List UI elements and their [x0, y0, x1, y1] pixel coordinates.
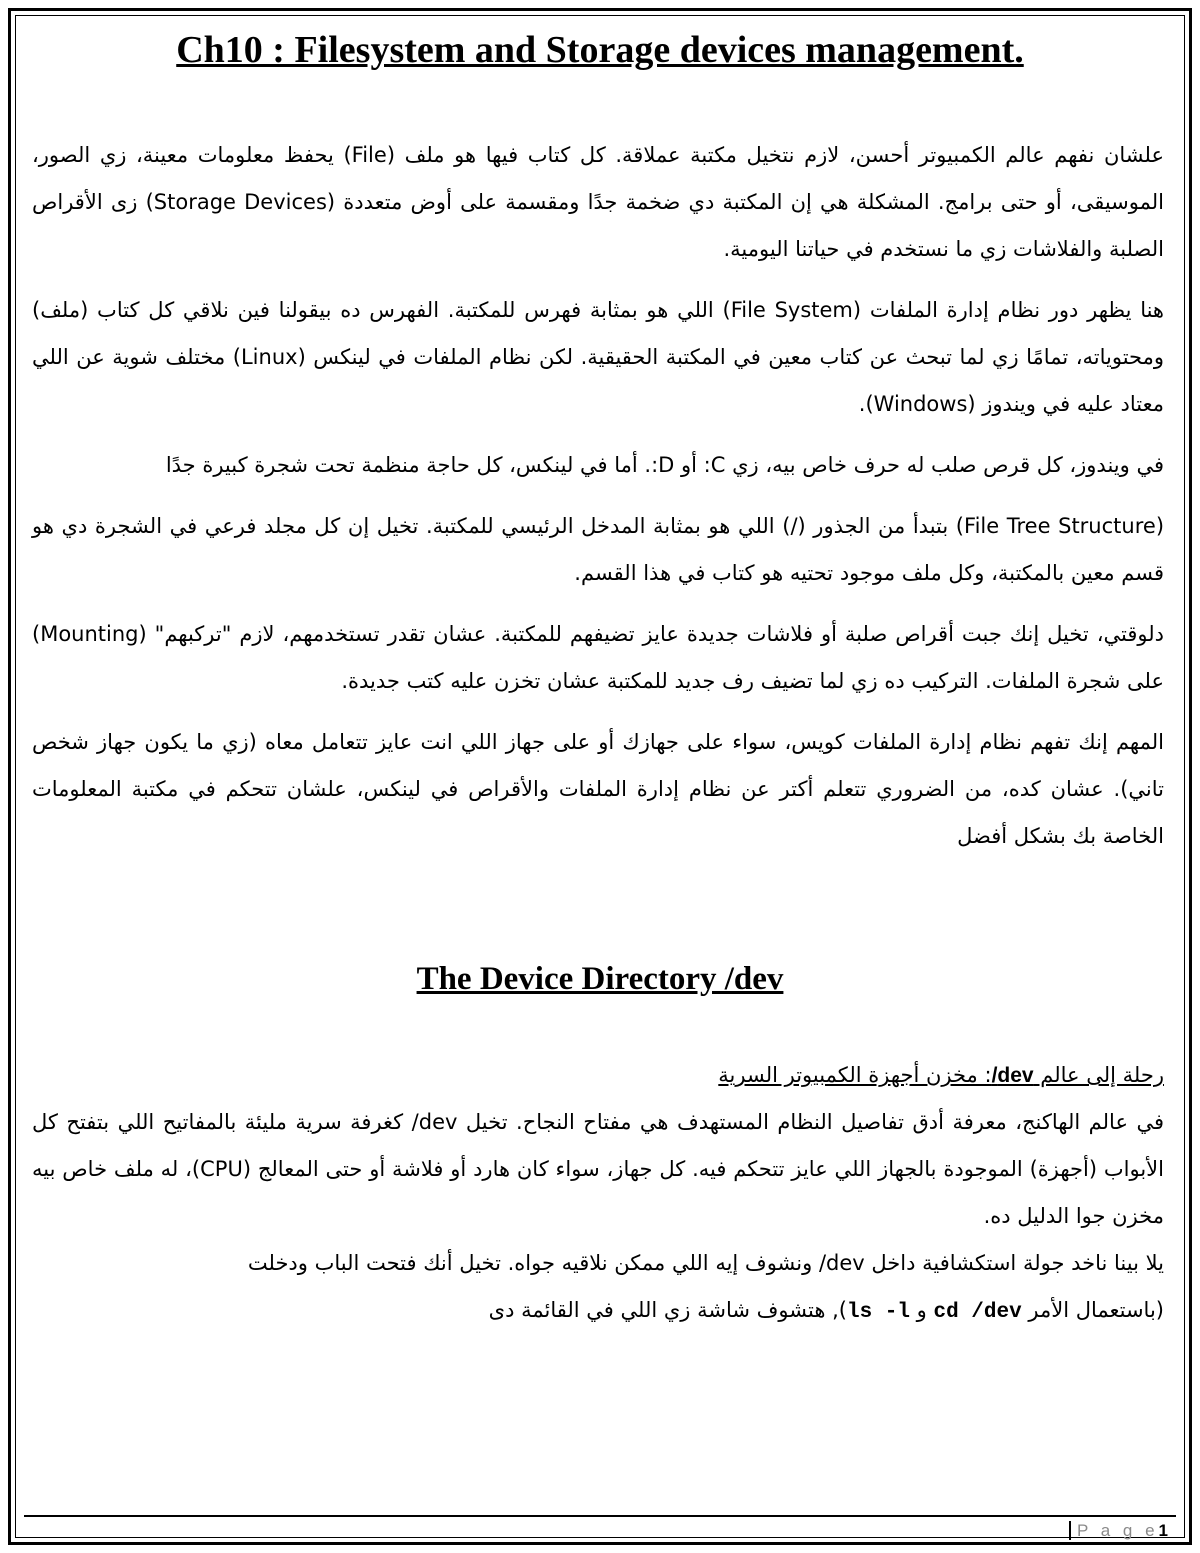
cmd-ls-l: ls -l — [846, 1301, 910, 1324]
cmd-joiner: و — [909, 1298, 934, 1322]
cmd-prefix: (باستعمال الأمر — [1021, 1298, 1164, 1322]
page-number: 1 — [1158, 1521, 1168, 1540]
intro-paragraph-5: دلوقتي، تخيل إنك جبت أقراص صلبة أو فلاشات جديدة عايز تضيفهم للمكتبة. عشان تقدر تستخدمهم، لازم "تركبهم" (Mounting) على شجرة الملفات. التركيب ده زي لما تضيف رف جديد للمكتبة عشان تخزن عليه كتب جديدة. — [32, 622, 1164, 693]
intro-paragraph-2: هنا يظهر دور نظام إدارة الملفات (File System) اللي هو بمثابة فهرس للمكتبة. الفهرس ده بيقولنا فين نلاقي كل كتاب (ملف) ومحتوياته، تمامًا زي لما تبحث عن كتاب معين في المكتبة الحقيقية. لكن نظام الملفات في لينكس (Linux) مختلف شوية عن اللي معتاد عليه في ويندوز (Windows). — [32, 298, 1165, 416]
subheading-prefix: رحلة إلى عالم — [1033, 1063, 1164, 1087]
subheading-code: dev/ — [991, 1064, 1034, 1087]
intro-paragraph-1: علشان نفهم عالم الكمبيوتر أحسن، لازم نتخيل مكتبة عملاقة. كل كتاب فيها هو ملف (File) يحفظ معلومات معينة، زي الصور، الموسيقى، أو حتى برامج. المشكلة هي إن المكتبة دي ضخمة جدًا ومقسمة على أوض متعددة (Storage Devices) زى الأقراص الصلبة والفلاشات زي ما نستخدم في حياتنا اليومية. — [32, 143, 1164, 261]
section-paragraph-2: يلا بينا ناخد جولة استكشافية داخل dev/ ونشوف إيه اللي ممكن نلاقيه جواه. تخيل أنك فتحت الباب ودخلت — [247, 1251, 1164, 1275]
cmd-suffix: ), هتشوف شاشة زي اللي في القائمة دى — [488, 1298, 847, 1322]
section-title: The Device Directory /dev — [416, 961, 784, 997]
section-paragraph-1: في عالم الهاكنج، معرفة أدق تفاصيل النظام المستهدف هي مفتاح النجاح. تخيل dev/ كغرفة سرية مليئة بالمفاتيح اللي بتفتح كل الأبواب (أجهزة) الموجودة بالجهاز اللي عايز تتحكم فيه. كل جهاز، سواء كان هارد أو فلاشة أو حتى المعالج (CPU)، له ملف خاص بيه مخزن جوا الدليل ده. — [32, 1110, 1165, 1228]
command-line-paragraph — [24, 1287, 1176, 1336]
intro-paragraph-3: في ويندوز، كل قرص صلب له حرف خاص بيه، زي C: أو D:. أما في لينكس، كل حاجة منظمة تحت شجرة كبيرة جدًا — [165, 453, 1164, 477]
page-content — [24, 22, 1176, 1336]
intro-paragraph-4: (File Tree Structure) بتبدأ من الجذور (/) اللي هو بمثابة المدخل الرئيسي للمكتبة. تخيل إن كل مجلد فرعي في الشجرة دي هو قسم معين بالمكتبة، وكل ملف موجود تحتيه هو كتاب في هذا القسم. — [32, 514, 1165, 585]
cmd-cd-dev: cd /dev — [933, 1301, 1022, 1324]
chapter-title: Ch10 : Filesystem and Storage devices management. — [176, 29, 1024, 71]
page-label: P a g e — [1069, 1521, 1159, 1540]
footer-rule — [24, 1515, 1176, 1517]
section-subheading — [24, 1052, 1176, 1099]
intro-paragraph-6: المهم إنك تفهم نظام إدارة الملفات كويس، سواء على جهازك أو على جهاز اللي انت عايز تتعامل معاه (زي ما يكون جهاز شخص تاني). عشان كده، من الضروري تتعلم أكتر عن نظام إدارة الملفات والأقراص في لينكس، علشان تتحكم في مكتبة المعلومات الخاصة بك بشكل أفضل — [32, 730, 1164, 848]
subheading-suffix: : مخزن أجهزة الكمبيوتر السرية — [718, 1063, 992, 1087]
page-footer — [1069, 1521, 1168, 1541]
